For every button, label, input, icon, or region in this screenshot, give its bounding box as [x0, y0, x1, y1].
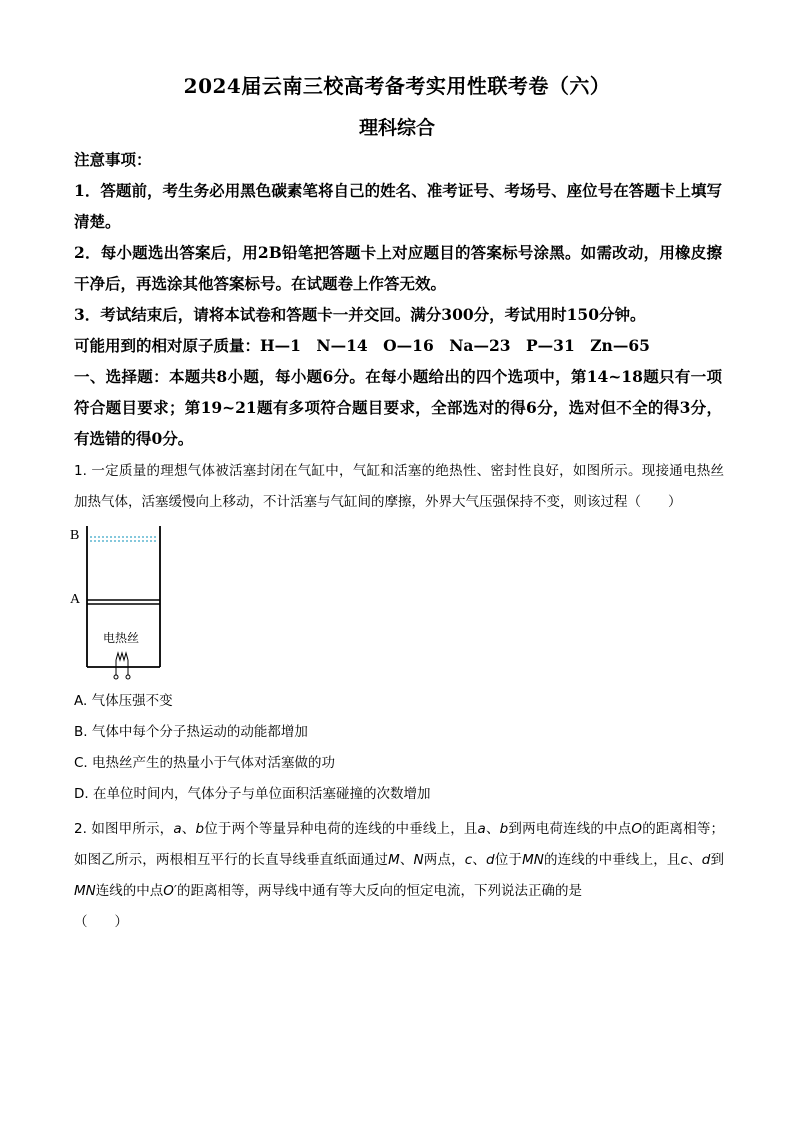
label-b: B	[70, 528, 80, 543]
q2-var-m: M	[388, 852, 400, 868]
q2-sep: 、	[472, 852, 487, 868]
q2-text: 2. 如图甲所示，	[74, 821, 174, 837]
terminal-right	[126, 675, 130, 679]
page-title: 2024届云南三校高考备考实用性联考卷（六）	[183, 74, 611, 98]
q2-text: 位于	[494, 852, 523, 868]
q1-stem: 1. 一定质量的理想气体被活塞封闭在气缸中，气缸和活塞的绝热性、密封性良好，如图所示。现接通电热丝加热气体，活塞缓慢向上移动，不计活塞与气缸间的摩擦，外界大气压强保持不变，则该过程（ ）	[74, 463, 724, 510]
q2-var-d: d	[486, 852, 495, 868]
q2-text: 的距离相等，两导线中通有等大反向的恒定电流，下列说法正确的是	[176, 883, 582, 899]
q2-var-b: b	[499, 821, 509, 837]
q1-figure	[70, 520, 180, 685]
heater-label: 电热丝	[103, 631, 140, 645]
q2-text: 连线的中点	[95, 883, 164, 899]
cylinder-diagram	[70, 520, 180, 685]
q2-text: 位于两个等量异种电荷的连线的中垂线上，且	[204, 821, 478, 837]
q1-option-b: B. 气体中每个分子热运动的动能都增加	[74, 724, 308, 740]
q2-var-a: a	[173, 821, 182, 837]
q2-var-n: N	[413, 852, 424, 868]
section1-intro: 一、选择题：本题共8小题，每小题6分。在每小题给出的四个选项中，第14~18题只有一项符合题目要求；第19~21题有多项符合题目要求，全部选对的得6分，选对但不全的得3分，有选错的得0分。	[74, 367, 722, 448]
q2-text: 两点，	[423, 852, 465, 868]
q2-text: 的连线的中垂线上，且	[543, 852, 681, 868]
notice-item-3: 3．考试结束后，请将本试卷和答题卡一并交回。满分300分，考试用时150分钟。	[74, 305, 646, 324]
q2-sep: 、	[181, 821, 196, 837]
q2-var-o-prime: O′	[163, 883, 177, 899]
q2-sep: 、	[399, 852, 414, 868]
q2-var-mn: MN	[74, 883, 96, 899]
q2-text: 到	[710, 852, 725, 868]
label-a: A	[70, 592, 81, 607]
q2-stem	[74, 814, 724, 938]
heater-coil	[116, 653, 128, 660]
notice-item-2: 2．每小题选出答案后，用2B铅笔把答题卡上对应题目的答案标号涂黑。如需改动，用橡皮擦干净后，再选涂其他答案标号。在试题卷上作答无效。	[74, 243, 722, 293]
notice-item-1: 1．答题前，考生务必用黑色碳素笔将自己的姓名、准考证号、考场号、座位号在答题卡上填写清楚。	[74, 181, 722, 231]
q2-var-c: c	[464, 852, 473, 868]
atomic-mass-line: 可能用到的相对原子质量：H—1 N—14 O—16 Na—23 P—31 Zn—65	[74, 336, 650, 355]
q2-sep: 、	[485, 821, 500, 837]
q2-var-o: O	[631, 821, 643, 837]
q1-option-a: A. 气体压强不变	[74, 693, 173, 709]
terminal-left	[114, 675, 118, 679]
q2-text: 到两电荷连线的中点	[508, 821, 632, 837]
q2-text: 的距离相等；如图乙所示，两根相互平行的长直导线垂直纸面通过	[74, 821, 725, 868]
q2-var-d: d	[701, 852, 711, 868]
q2-var-mn: MN	[522, 852, 544, 868]
q1-option-d: D. 在单位时间内，气体分子与单位面积活塞碰撞的次数增加	[74, 786, 431, 802]
notice-heading: 注意事项：	[74, 150, 152, 169]
q2-sep: 、	[687, 852, 702, 868]
q2-var-a: a	[477, 821, 486, 837]
q1-option-c: C. 电热丝产生的热量小于气体对活塞做的功	[74, 755, 336, 771]
q2-var-b: b	[195, 821, 205, 837]
page-subtitle: 理科综合	[358, 117, 435, 139]
q2-var-c: c	[680, 852, 688, 868]
q2-answer-blank: （ ）	[74, 914, 128, 930]
